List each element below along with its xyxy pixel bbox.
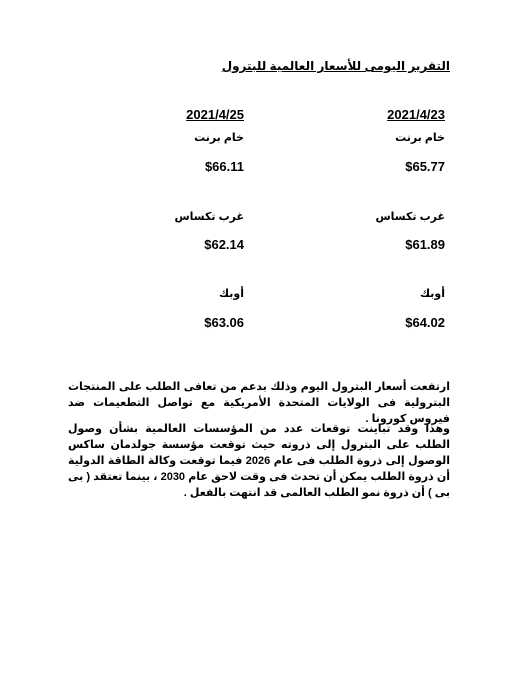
wti-price: $61.89 xyxy=(405,237,445,252)
brent-label: خام برنت xyxy=(395,132,445,144)
wti-label: غرب تكساس xyxy=(375,211,445,223)
price-column-2021-4-23 xyxy=(325,106,445,332)
report-title: التقرير اليومى للأسعار العالمية للبترول xyxy=(221,59,450,73)
brent-label: خام برنت xyxy=(194,132,244,144)
column-date: 2021/4/23 xyxy=(387,107,445,122)
opec-price: $64.02 xyxy=(405,315,445,330)
summary-paragraph: ارتفعت أسعار البترول اليوم وذلك بدعم من تعافى الطلب على المنتجات البترولية فى الولايات المتحدة الأمريكية مع تواصل التطعيمات ضد فيروس كورونا . xyxy=(68,381,450,425)
opec-price: $63.06 xyxy=(204,315,244,330)
wti-price: $62.14 xyxy=(204,237,244,252)
column-date: 2021/4/25 xyxy=(186,107,244,122)
opec-label: أوبك xyxy=(420,288,445,300)
opec-label: أوبك xyxy=(219,288,244,300)
price-column-2021-4-25 xyxy=(124,106,244,332)
brent-price: $66.11 xyxy=(204,159,244,174)
wti-label: غرب تكساس xyxy=(174,211,244,223)
brent-price: $65.77 xyxy=(405,159,445,174)
forecast-paragraph: وهذا وقد تباينت توقعات عدد من المؤسسات العالمية بشأن وصول الطلب على البترول إلى ذروته حيث توقعت مؤسسة جولدمان ساكس الوصول إلى ذروة الطلب فى عام 2026 فيما توقعت وكالة الطاقة الدولية أن ذروة الطلب يمكن أن تحدث فى وقت لاحق عام 2030 ، بينما تعتقد ( بى بى ) أن ذروة نمو الطلب العالمى قد انتهت بالفعل . xyxy=(68,423,450,499)
